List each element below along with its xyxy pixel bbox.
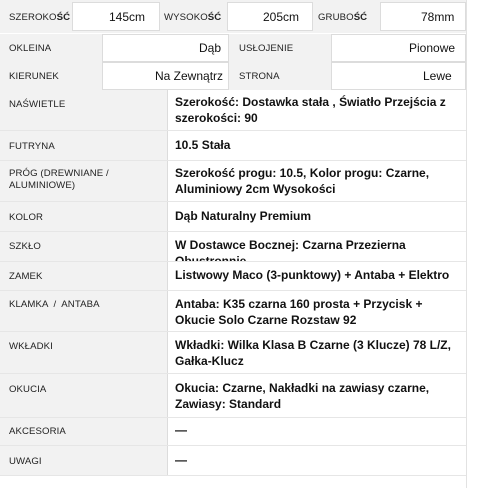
spec-row-label: OKUCIA [9, 384, 47, 395]
spec-row [0, 161, 466, 201]
height-value: 205cm [263, 10, 300, 24]
spec-row-value: — [175, 453, 187, 467]
spec-row-value: 10.5 Stała [175, 138, 231, 152]
dimensions-row [0, 0, 466, 33]
spec-row-label: UWAGI [9, 456, 42, 467]
spec-row [0, 262, 466, 290]
spec-row [0, 291, 466, 331]
spec-row-value: Szerokość progu: 10.5, Kolor progu: Czarne, Aluminiowy 2cm Wysokości [175, 166, 430, 196]
spec-row [0, 446, 466, 475]
spec-row-label: ZAMEK [9, 271, 43, 282]
spec-row [0, 332, 466, 373]
side-label: STRONA [239, 71, 280, 82]
spec-row-value: Dąb Naturalny Premium [175, 209, 312, 223]
spec-row-value: Antaba: K35 czarna 160 prosta + Przycisk + Okucie Solo Czarne Rozstaw 92 [175, 297, 423, 327]
spec-row-label: SZKŁO [9, 241, 41, 252]
thickness-value: 78mm [421, 10, 455, 24]
spec-row-value: — [175, 423, 187, 437]
direction-row [0, 62, 466, 90]
spec-row [0, 90, 466, 130]
spec-row-value: Listwowy Maco (3-punktowy) + Antaba + Elektro [175, 268, 450, 282]
height-label: WYSOKOŚĆ [164, 12, 222, 23]
grain-value: Pionowe [409, 41, 456, 55]
spec-row-label: PRÓG (DREWNIANE / ALUMINIOWE) [9, 168, 109, 191]
spec-row-label: KOLOR [9, 212, 44, 223]
spec-row-label: KLAMKA / ANTABA [9, 299, 100, 310]
veneer-value: Dąb [199, 41, 222, 55]
spec-row-value: Okucia: Czarne, Nakładki na zawiasy czarne, Zawiasy: Standard [175, 381, 430, 411]
side-value: Lewe [423, 69, 452, 83]
spec-row-label: NAŚWIETLE [9, 99, 66, 110]
spec-row-label: WKŁADKI [9, 341, 53, 352]
width-value: 145cm [109, 10, 146, 24]
spec-row [0, 131, 466, 160]
spec-row-label: FUTRYNA [9, 141, 55, 152]
spec-row-value: Wkładki: Wilka Klasa B Czarne (3 Klucze) 78 L/Z, Gałka-Klucz [175, 338, 451, 368]
grain-label: USŁOJENIE [239, 43, 294, 54]
width-label: SZEROKOŚĆ [9, 12, 71, 23]
veneer-row [0, 34, 466, 62]
spec-row [0, 202, 466, 231]
thickness-label: GRUBOŚĆ [318, 12, 368, 23]
veneer-label: OKLEINA [9, 43, 52, 54]
spec-row-value: Szerokość: Dostawka stała , Światło Przejścia z szerokości: 90 [175, 95, 446, 125]
direction-value: Na Zewnątrz [155, 69, 224, 83]
spec-row-value: W Dostawce Bocznej: Czarna Przezierna [175, 238, 406, 252]
spec-row [0, 232, 466, 261]
spec-row-label: AKCESORIA [9, 426, 66, 437]
spec-row [0, 418, 466, 445]
direction-label: KIERUNEK [9, 71, 59, 82]
spec-row [0, 374, 466, 417]
